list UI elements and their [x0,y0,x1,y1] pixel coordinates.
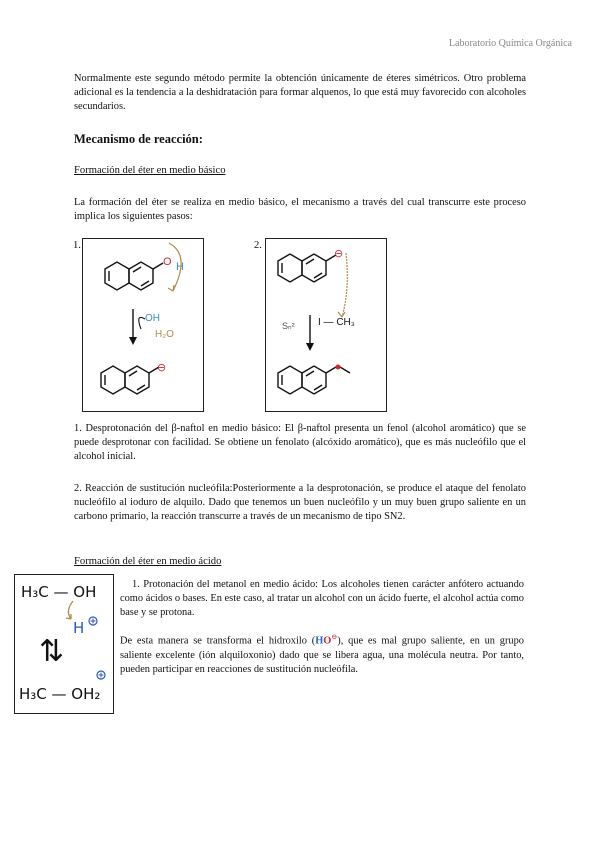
step1-paragraph: 1. Desprotonación del β-naftol en medio básico: El β-naftol presenta un fenol (alcohol aromático) que se puede desprotonar con facilidad. Se obtiene un fenolato (alcóxido aromático), que es más nucleófilo que el alcohol inicial. [74,423,526,463]
basic-subtitle: Formación del éter en medio básico [74,165,226,176]
oxonium-label: H₃C — OH₂ [19,685,101,703]
phenolate-charge: ⊖ [157,361,167,374]
figure-2-label: 2. [254,240,262,251]
step2-paragraph: 2. Reacción de sustitución nucleófila:Posteriormente a la desprotonación, se produce el ataque del fenolato nucleófilo al ioduro de alquilo. Dado que tenemos un buen nucleófilo y un muy buen grupo saliente en un carbono primario, la reacción transcurre a través de un mecanismo de tipo SN2. [74,483,526,523]
figure-1-box [82,238,204,412]
hydroxide-o: O [323,635,332,647]
sn2-label: Sₙ² [282,321,295,331]
acid-step1-paragraph: 1. Protonación del metanol en medio ácido: Los alcoholes tienen carácter anfótero actuando como ácidos o bases. En este caso, al tratar un alcohol con un ácido fuerte, el alcohol actúa como base y se protona. [120,579,524,619]
naphthol-structure [105,262,163,290]
acid-text-after: ), que es mal grupo saliente, en un grupo saliente excelente (ión alquiloxonio) dado que se libera agua, una molécula neutra. Por tanto, pueden participar en reacciones de sustitución nucleófila. [120,635,525,675]
naphthol-deprotonation-diagram [83,239,203,411]
curved-arrow-2 [342,253,347,317]
water-label: H₂O [155,329,174,340]
basic-intro: La formación del éter se realiza en medio básico, el mecanismo a través del cual transcurre este proceso implica los siguientes pasos: [74,197,526,223]
reaction-arrowhead-1 [129,337,137,345]
figure-2-box [265,238,387,412]
hydrogen-label: H [176,261,184,273]
mechanism-heading: Mecanismo de reacción: [74,132,203,146]
acid-text-before: De esta manera se transforma el hidroxilo ( [120,635,316,647]
oxygen-label: O [163,256,172,268]
ether-oxygen [336,365,341,370]
naphtholate-structure-2 [278,254,336,282]
methanol-label: H₃C — OH [21,583,97,601]
intro-paragraph: Normalmente este segundo método permite la obtención únicamente de éteres simétricos. Otro problema adicional es la tendencia a la deshidratación para formar alquenos, lo que está muy favorecido con alcoholes secundarios. [74,73,526,113]
protonation-diagram [15,575,113,713]
hydroxide-h: H [315,635,324,647]
acid-step1-continued [120,630,524,677]
hydroxide-charge: ⊖ [331,633,338,641]
naphtholate-structure [101,366,159,394]
arrow-head-1 [168,285,174,291]
methyl-naphthyl-ether-structure [278,366,350,394]
hydroxide-label: OH [145,313,160,324]
acid-subtitle: Formación del éter en medio ácido [74,556,222,567]
methyl-iodide-label: I — CH₃ [318,317,355,328]
sn2-diagram [266,239,386,411]
reaction-arrowhead-2 [306,343,314,351]
equilibrium-arrows: ⇅ [39,634,65,669]
phenolate-charge-2: ⊖ [334,247,344,260]
figure-1-label: 1. [73,240,81,251]
proton-label: H [73,619,85,637]
page-header: Laboratorio Química Orgánica [448,38,572,49]
acid-figure-box [14,574,114,714]
